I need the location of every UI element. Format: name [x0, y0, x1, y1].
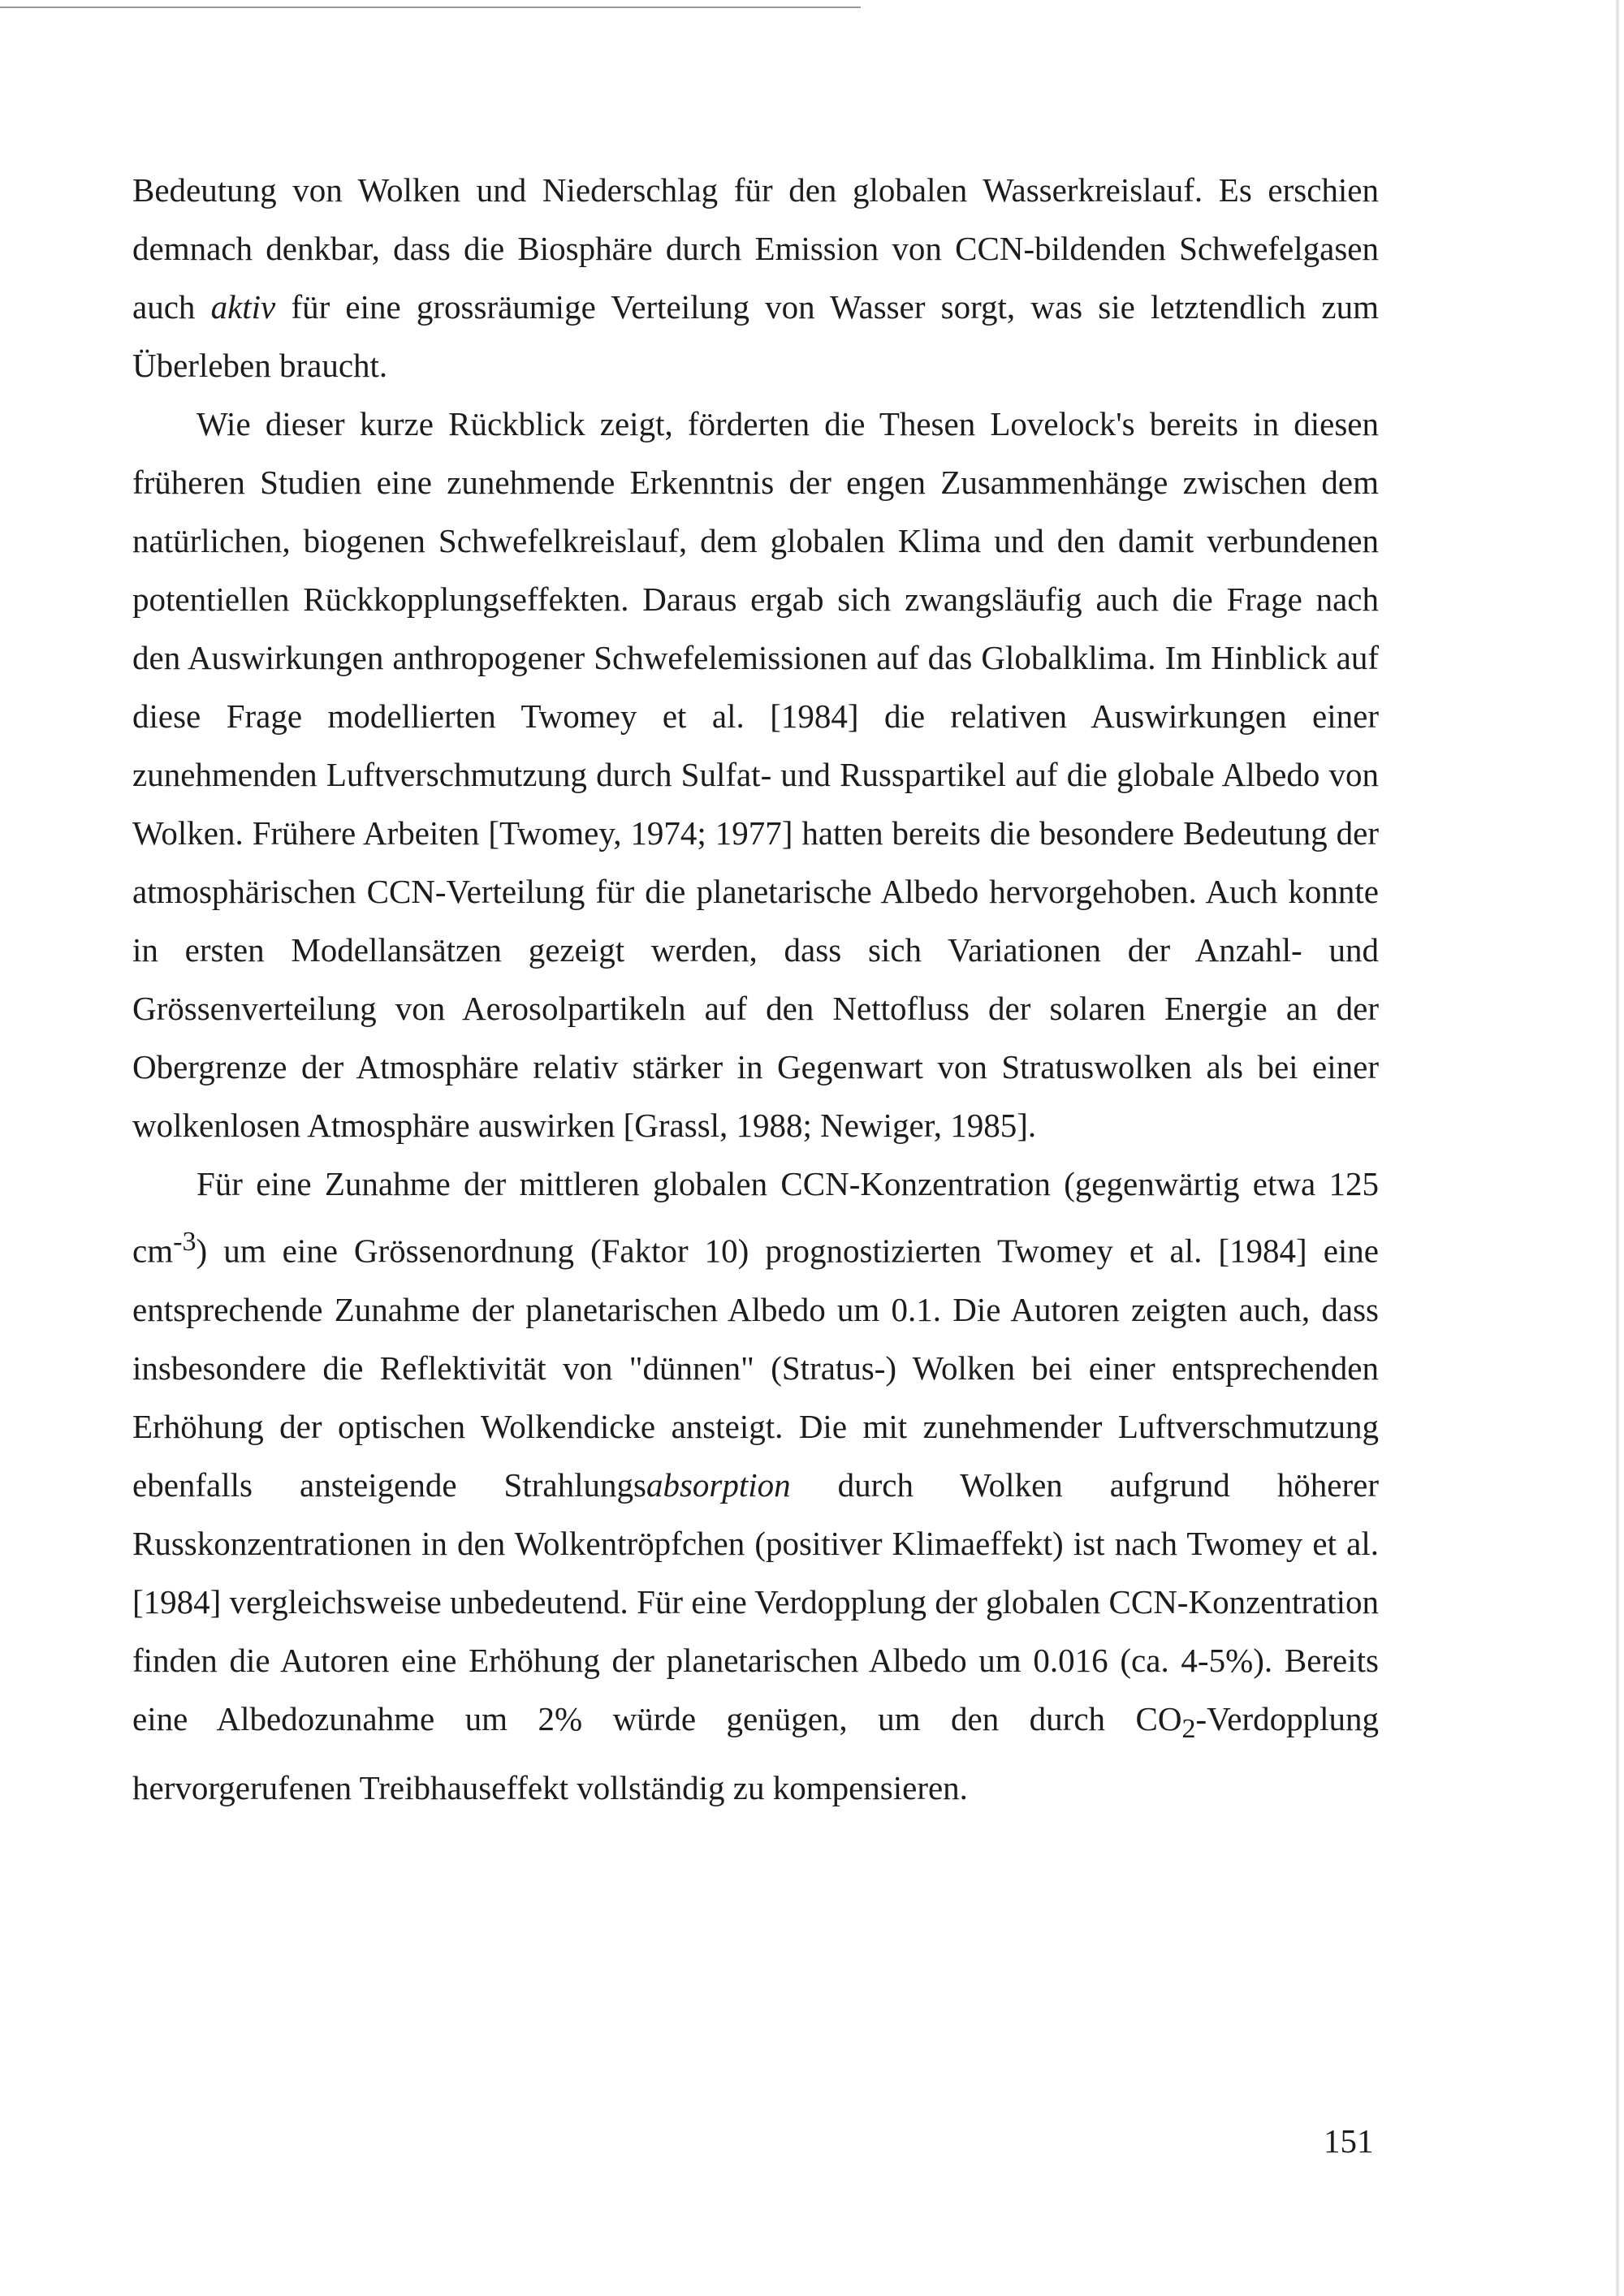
subscript: 2 [1181, 1713, 1196, 1744]
paragraph-3 [132, 1154, 1379, 1817]
text-run: Für eine Zunahme der mittleren globalen CCN-Konzentration (gegenwärtig etwa 125 cm [132, 1165, 1379, 1270]
italic-term: absorption [646, 1465, 791, 1504]
top-scan-rule [0, 6, 861, 8]
paragraph-2 [132, 395, 1379, 1154]
text-run: durch Wolken aufgrund höherer Russkonzentrationen in den Wolkentröpfchen (positiver Klimaeffekt) ist nach Twomey et al. [1984] vergleichsweise unbedeutend. Für eine Verdopplung der globalen CCN-Konzentration finden die Autoren eine Erhöhung der planetarischen Albedo um 0.016 (ca. 4-5%). Bereits eine Albedozunahme um 2% würde genügen, um den durch CO [132, 1465, 1380, 1737]
text-run: ) um eine Grössenordnung (Faktor 10) prognostizierten Twomey et al. [1984] eine entsprechende Zunahme der planetarischen Albedo um 0.1. Die Autoren zeigten auch, dass insbesondere die Reflektivität von "dünnen" (Stratus-) Wolken bei einer entsprechenden Erhöhung der optischen Wolkendicke ansteigt. Die mit zunehmender Luftverschmutzung ebenfalls ansteigende Strahlungs [132, 1232, 1379, 1504]
page-number: 151 [1324, 2122, 1374, 2160]
text-run: Bedeutung von Wolken und Niederschlag für den globalen Wasserkreislauf. Es erschien demnach denkbar, dass die Biosphäre durch Emission von CCN-bildenden Schwefelgasen auch [132, 171, 1379, 326]
superscript: -3 [173, 1227, 197, 1257]
italic-term: aktiv [210, 288, 276, 326]
text-run: Wie dieser kurze Rückblick zeigt, förderten die Thesen Lovelock's bereits in diesen früheren Studien eine zunehmende Erkenntnis der engen Zusammenhänge zwischen dem natürlichen, biogenen Schwefelkreislauf, dem globalen Klima und den damit verbundenen potentiellen Rückkopplungseffekten. Daraus ergab sich zwangsläufig auch die Frage nach den Auswirkungen anthropogener Schwefelemissionen auf das Globalklima. Im Hinblick auf diese Frage modellierten Twomey et al. [1984] die relativen Auswirkungen einer zunehmenden Luftverschmutzung durch Sulfat- und Russpartikel auf die globale Albedo von Wolken. Frühere Arbeiten [Twomey, 1974; 1977] hatten bereits die besondere Bedeutung der atmosphärischen CCN-Verteilung für die planetarische Albedo hervorgehoben. Auch konnte in ersten Modellansätzen gezeigt werden, dass sich Variationen der Anzahl- und Grössenverteilung von Aerosolpartikeln auf den Nettofluss der solaren Energie an der Obergrenze der Atmosphäre relativ stärker in Gegenwart von Stratuswolken als bei einer wolkenlosen Atmosphäre auswirken [Grassl, 1988; Newiger, 1985]. [132, 405, 1379, 1144]
body-text [132, 161, 1379, 1817]
paragraph-1 [132, 161, 1379, 395]
text-run: -Verdopplung hervorgerufenen Treibhauseffekt vollständig zu kompensieren. [132, 1699, 1379, 1806]
text-run: für eine grossräumige Verteilung von Wasser sorgt, was sie letztendlich zum Überleben braucht. [132, 288, 1379, 384]
page-binding-edge [1616, 0, 1619, 2296]
